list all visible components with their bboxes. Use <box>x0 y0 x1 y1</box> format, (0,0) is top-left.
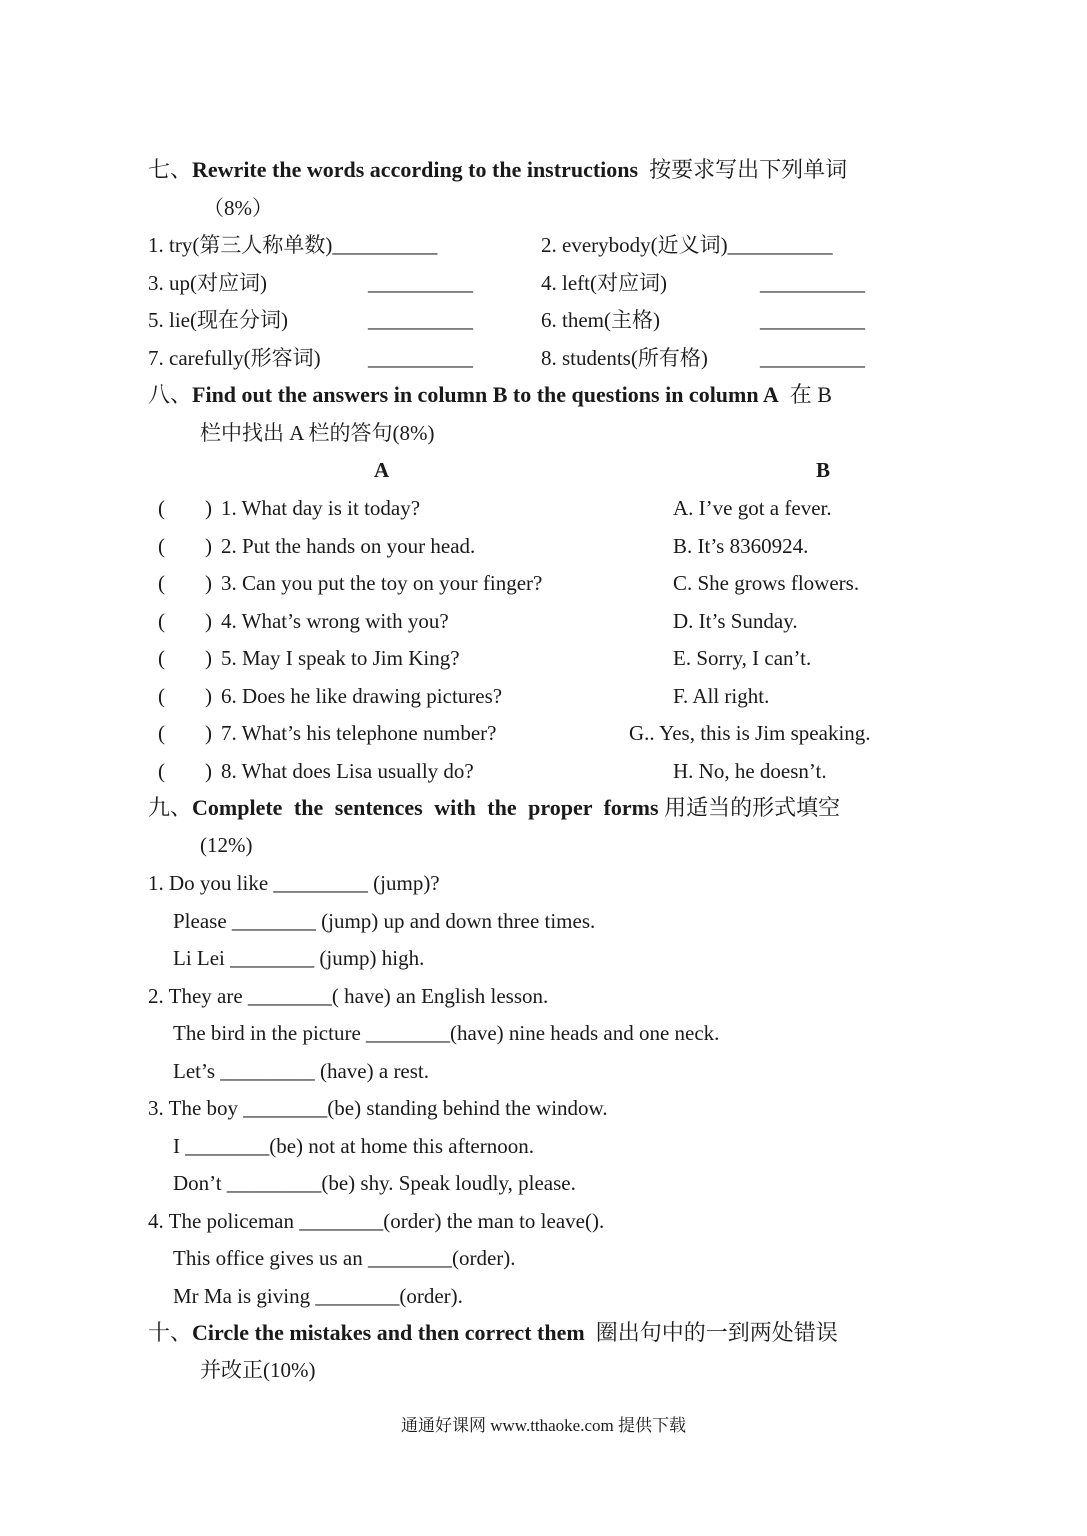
fill-in-sentence: Mr Ma is giving ________(order). <box>173 1284 463 1308</box>
s7-item-6-blank: __________ <box>760 308 865 332</box>
question-text: 8. What does Lisa usually do? <box>221 759 474 783</box>
question-text: 6. Does he like drawing pictures? <box>221 684 503 708</box>
answer-paren-close: ) <box>205 684 212 708</box>
s7-item-3: 3. up(对应词) <box>148 271 267 295</box>
question-text: 2. Put the hands on your head. <box>221 534 476 558</box>
section-9-heading <box>148 795 840 821</box>
question-text: 4. What’s wrong with you? <box>221 609 449 633</box>
section-marker: 九、 <box>148 795 193 820</box>
answer-option: H. No, he doesn’t. <box>673 759 827 783</box>
section-marker: 八、 <box>148 382 193 407</box>
section-7-heading <box>148 157 847 183</box>
section-10-score: 并改正(10%) <box>200 1358 316 1382</box>
section-title-zh: 圈出句中的一到两处错误 <box>595 1320 838 1345</box>
column-a-header: A <box>374 458 390 482</box>
fill-in-sentence: I ________(be) not at home this afternoon. <box>173 1134 534 1158</box>
s7-item-5: 5. lie(现在分词) <box>148 308 288 332</box>
section-title-en: Circle the mistakes and then correct them <box>192 1320 585 1345</box>
answer-paren-close: ) <box>205 646 212 670</box>
fill-in-sentence: Don’t _________(be) shy. Speak loudly, please. <box>173 1171 576 1195</box>
fill-in-sentence: 4. The policeman ________(order) the man to leave(). <box>148 1209 605 1233</box>
answer-paren-close: ) <box>205 609 212 633</box>
answer-option: E. Sorry, I can’t. <box>673 646 812 670</box>
question-text: 7. What’s his telephone number? <box>221 721 497 745</box>
answer-paren-open: ( <box>158 759 165 783</box>
answer-option: A. I’ve got a fever. <box>673 496 832 520</box>
answer-option: G.. Yes, this is Jim speaking. <box>629 721 871 745</box>
page-footer: 通通好课网 www.tthaoke.com 提供下载 <box>400 1416 687 1435</box>
answer-paren-close: ) <box>205 759 212 783</box>
s7-item-8: 8. students(所有格) <box>541 346 708 370</box>
section-10-heading <box>148 1320 838 1346</box>
answer-paren-open: ( <box>158 684 165 708</box>
s7-item-2: 2. everybody(近义词)__________ <box>541 233 833 257</box>
section-8-subtitle: 栏中找出 A 栏的答句(8%) <box>200 421 435 445</box>
section-title-zh: 按要求写出下列单词 <box>649 157 848 182</box>
s7-item-4-blank: __________ <box>760 271 865 295</box>
section-title-zh: 在 B <box>789 382 832 407</box>
answer-paren-close: ) <box>205 534 212 558</box>
question-text: 5. May I speak to Jim King? <box>221 646 460 670</box>
s7-item-7: 7. carefully(形容词) <box>148 346 321 370</box>
section-title-en: Complete the sentences with the proper forms <box>192 795 659 820</box>
question-text: 3. Can you put the toy on your finger? <box>221 571 543 595</box>
section-title-zh: 用适当的形式填空 <box>664 795 841 820</box>
section-9-score: (12%) <box>200 833 253 857</box>
section-marker: 十、 <box>148 1320 193 1345</box>
answer-paren-open: ( <box>158 609 165 633</box>
s7-item-7-blank: __________ <box>368 346 473 370</box>
column-b-header: B <box>816 458 831 482</box>
s7-item-3-blank: __________ <box>368 271 473 295</box>
answer-paren-open: ( <box>158 721 165 745</box>
section-8-heading <box>148 382 832 408</box>
section-title-en: Find out the answers in column B to the questions in column A <box>192 382 779 407</box>
answer-paren-open: ( <box>158 571 165 595</box>
fill-in-sentence: 2. They are ________( have) an English lesson. <box>148 984 549 1008</box>
answer-paren-open: ( <box>158 534 165 558</box>
question-text: 1. What day is it today? <box>221 496 421 520</box>
answer-paren-open: ( <box>158 646 165 670</box>
s7-item-8-blank: __________ <box>760 346 865 370</box>
answer-paren-open: ( <box>158 496 165 520</box>
fill-in-sentence: Please ________ (jump) up and down three times. <box>173 909 596 933</box>
s7-item-1: 1. try(第三人称单数)__________ <box>148 233 438 257</box>
fill-in-sentence: The bird in the picture ________(have) nine heads and one neck. <box>173 1021 720 1045</box>
fill-in-sentence: 3. The boy ________(be) standing behind the window. <box>148 1096 608 1120</box>
fill-in-sentence: Let’s _________ (have) a rest. <box>173 1059 430 1083</box>
fill-in-sentence: This office gives us an ________(order). <box>173 1246 516 1270</box>
section-marker: 七、 <box>148 157 193 182</box>
answer-paren-close: ) <box>205 571 212 595</box>
s7-item-5-blank: __________ <box>368 308 473 332</box>
answer-paren-close: ) <box>205 496 212 520</box>
fill-in-sentence: 1. Do you like _________ (jump)? <box>148 871 440 895</box>
s7-item-6: 6. them(主格) <box>541 308 660 332</box>
section-title-en: Rewrite the words according to the instructions <box>192 157 639 182</box>
section-7-score: （8%） <box>203 196 273 220</box>
s7-item-4: 4. left(对应词) <box>541 271 667 295</box>
answer-option: B. It’s 8360924. <box>673 534 809 558</box>
answer-option: F. All right. <box>673 684 770 708</box>
answer-option: D. It’s Sunday. <box>673 609 798 633</box>
answer-paren-close: ) <box>205 721 212 745</box>
fill-in-sentence: Li Lei ________ (jump) high. <box>173 946 425 970</box>
answer-option: C. She grows flowers. <box>673 571 860 595</box>
